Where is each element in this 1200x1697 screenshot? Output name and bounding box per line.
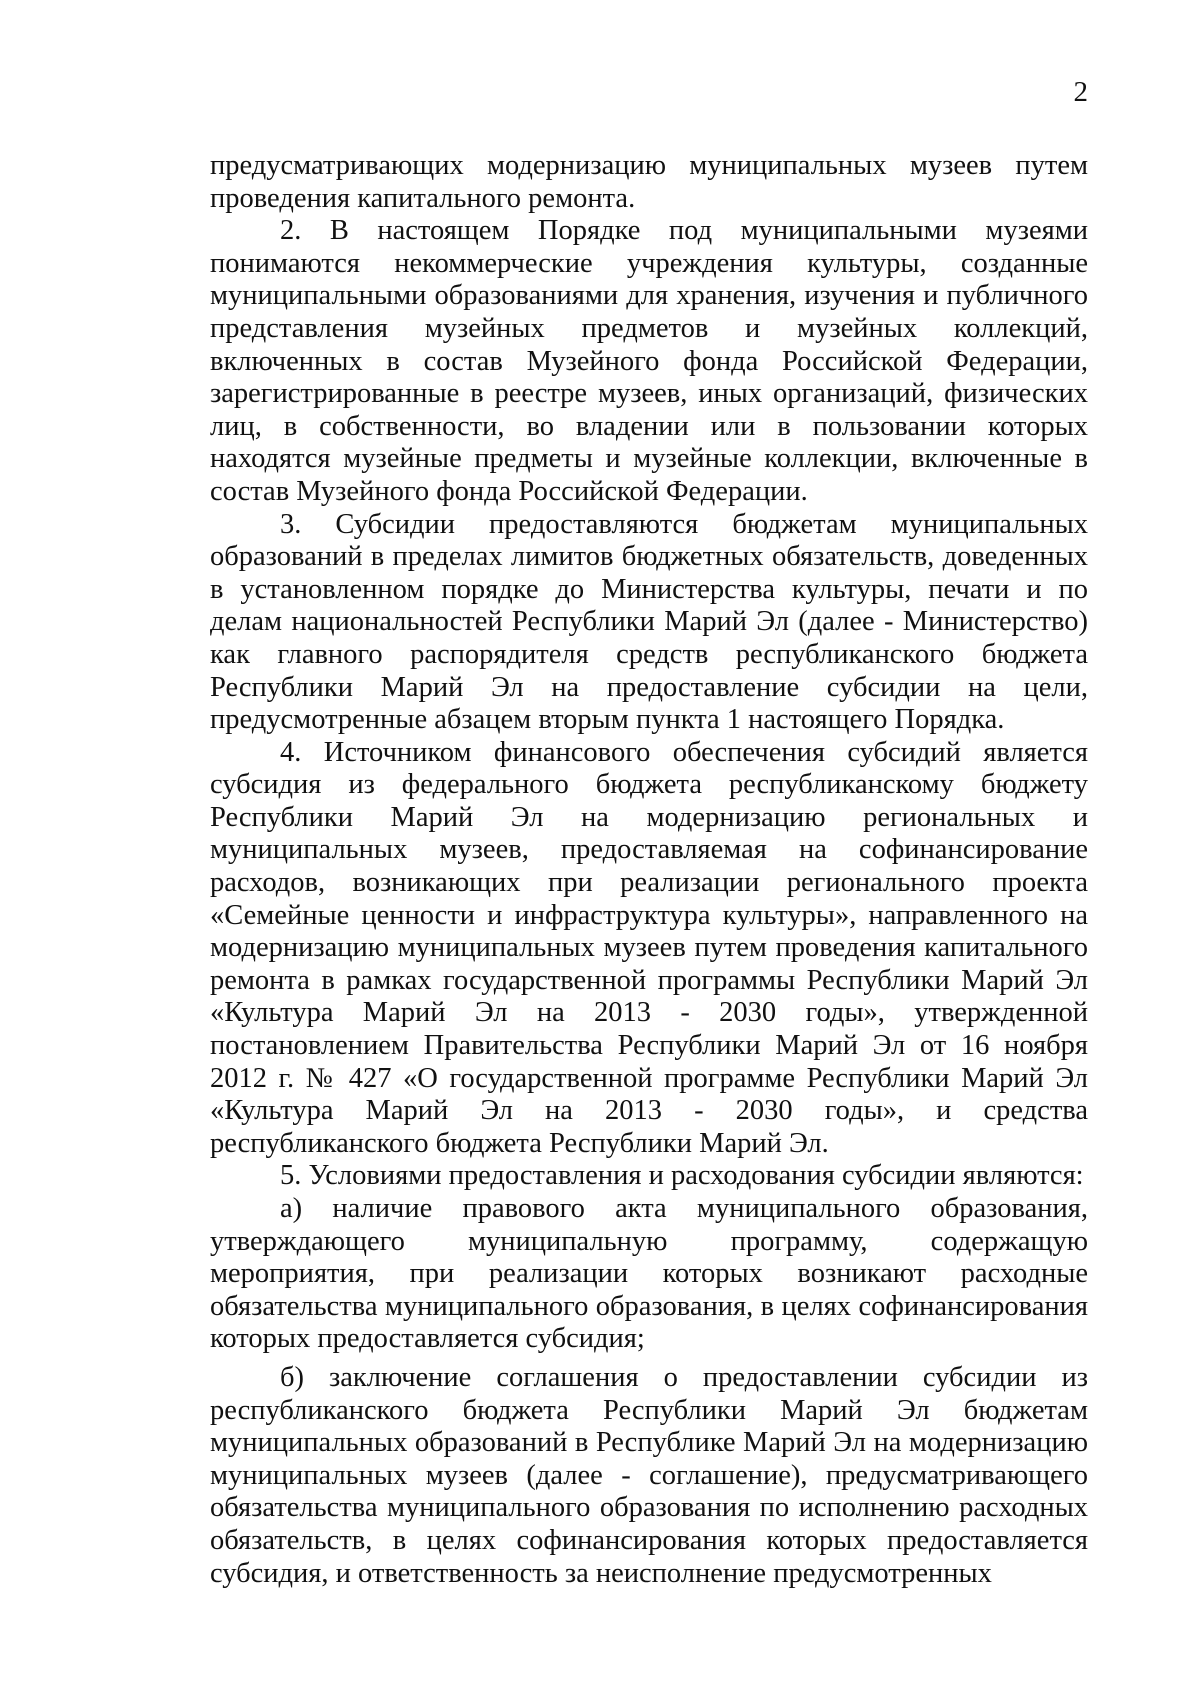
paragraph-item-5: 5. Условиями предоставления и расходования субсидии являются:: [280, 1160, 1084, 1192]
paragraph-continuation: предусматривающих модернизацию муниципальных музеев путем проведения капитального ремонта.: [210, 150, 1088, 214]
document-body: [210, 150, 1088, 1590]
paragraph-item-3: 3. Субсидии предоставляются бюджетам муниципальных образований в пределах лимитов бюджетных обязательств, доведенных в установленном порядке до Министерства культуры, печати и по делам национальностей Республики Марий Эл (далее - Министерство) как главного распорядителя средств республиканского бюджета Республики Марий Эл на предоставление субсидии на цели, предусмотренные абзацем вторым пункта 1 настоящего Порядка.: [210, 508, 1088, 736]
paragraph-item-4: 4. Источником финансового обеспечения субсидий является субсидия из федерального бюджета республиканскому бюджету Республики Марий Эл на модернизацию региональных и муниципальных музеев, предоставляемая на софинансирование расходов, возникающих при реализации регионального проекта «Семейные ценности и инфраструктура культуры», направленного на модернизацию муниципальных музеев путем проведения капитального ремонта в рамках государственной программы Республики Марий Эл «Культура Марий Эл на 2013 - 2030 годы», утвержденной постановлением Правительства Республики Марий Эл от 16 ноября 2012 г. № 427 «О государственной программе Республики Марий Эл «Культура Марий Эл на 2013 - 2030 годы», и средства республиканского бюджета Республики Марий Эл.: [210, 736, 1088, 1159]
paragraph-item-2: 2. В настоящем Порядке под муниципальными музеями понимаются некоммерческие учреждения культуры, созданные муниципальными образованиями для хранения, изучения и публичного представления музейных предметов и музейных коллекций, включенных в состав Музейного фонда Российской Федерации, зарегистрированные в реестре музеев, иных организаций, физических лиц, в собственности, во владении или в пользовании которых находятся музейные предметы и музейные коллекции, включенные в состав Музейного фонда Российской Федерации.: [210, 215, 1088, 507]
page-number: 2: [1073, 76, 1088, 108]
paragraph-subitem-b: б) заключение соглашения о предоставлении субсидии из республиканского бюджета Республики Марий Эл бюджетам муниципальных образований в Республике Марий Эл на модернизацию муниципальных музеев (далее - соглашение), предусматривающего обязательства муниципального образования по исполнению расходных обязательств, в целях софинансирования которых предоставляется субсидия, и ответственность за неисполнение предусмотренных: [210, 1361, 1088, 1589]
paragraph-subitem-a: а) наличие правового акта муниципального образования, утверждающего муниципальную программу, содержащую мероприятия, при реализации которых возникают расходные обязательства муниципального образования, в целях софинансирования которых предоставляется субсидия;: [210, 1193, 1088, 1355]
